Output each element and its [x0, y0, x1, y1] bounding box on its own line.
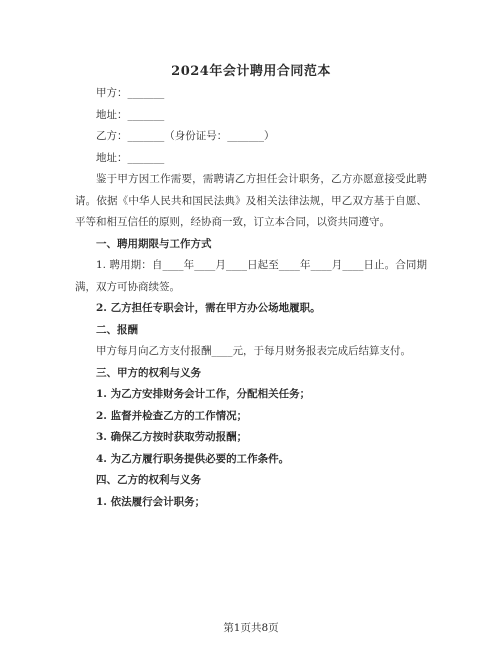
party-b-address-line: 地址：_______ — [96, 151, 165, 164]
section-4-heading: 四、乙方的权利与义务 — [96, 474, 201, 486]
section-3-item-1: 1. 为乙方安排财务会计工作，分配相关任务； — [96, 388, 311, 400]
section-1-heading: 一、聘用期限与工作方式 — [96, 237, 212, 250]
intro-paragraph: 鉴于甲方因工作需要，需聘请乙方担任会计职务，乙方亦愿意接受此聘请。依据《中华人民共和国民法典》及相关法律法规，甲乙双方基于自愿、平等和相互信任的原则，经协商一致，订立本合同，以资共同遵守。 — [75, 173, 427, 228]
section-4-item-1: 1. 依法履行会计职务； — [96, 495, 206, 508]
document-title: 2024年会计聘用合同范本 — [171, 64, 331, 79]
party-a-address-line: 地址：_______ — [96, 108, 165, 121]
page-indicator: 第1页共8页 — [223, 622, 279, 634]
section-3-heading: 三、甲方的权利与义务 — [96, 366, 201, 379]
section-3-item-3: 3. 确保乙方按时获取劳动报酬； — [96, 431, 248, 443]
party-a-line: 甲方：_______ — [96, 87, 165, 99]
party-b-line: 乙方：_______（身份证号：_______） — [96, 130, 275, 142]
section-1-item-2: 2. 乙方担任专职会计，需在甲方办公场地履职。 — [96, 302, 321, 314]
section-3-item-2: 2. 监督并检查乙方的工作情况； — [96, 409, 248, 422]
section-2-heading: 二、报酬 — [96, 323, 138, 336]
section-2-text: 甲方每月向乙方支付报酬____元，于每月财务报表完成后结算支付。 — [96, 345, 411, 357]
document-body — [75, 83, 427, 513]
section-1-item-1: 1. 聘用期：自____年____月____日起至____年____月____日止。合同期满，双方可协商续签。 — [75, 259, 427, 293]
section-3-item-4: 4. 为乙方履行职务提供必要的工作条件。 — [96, 452, 290, 465]
